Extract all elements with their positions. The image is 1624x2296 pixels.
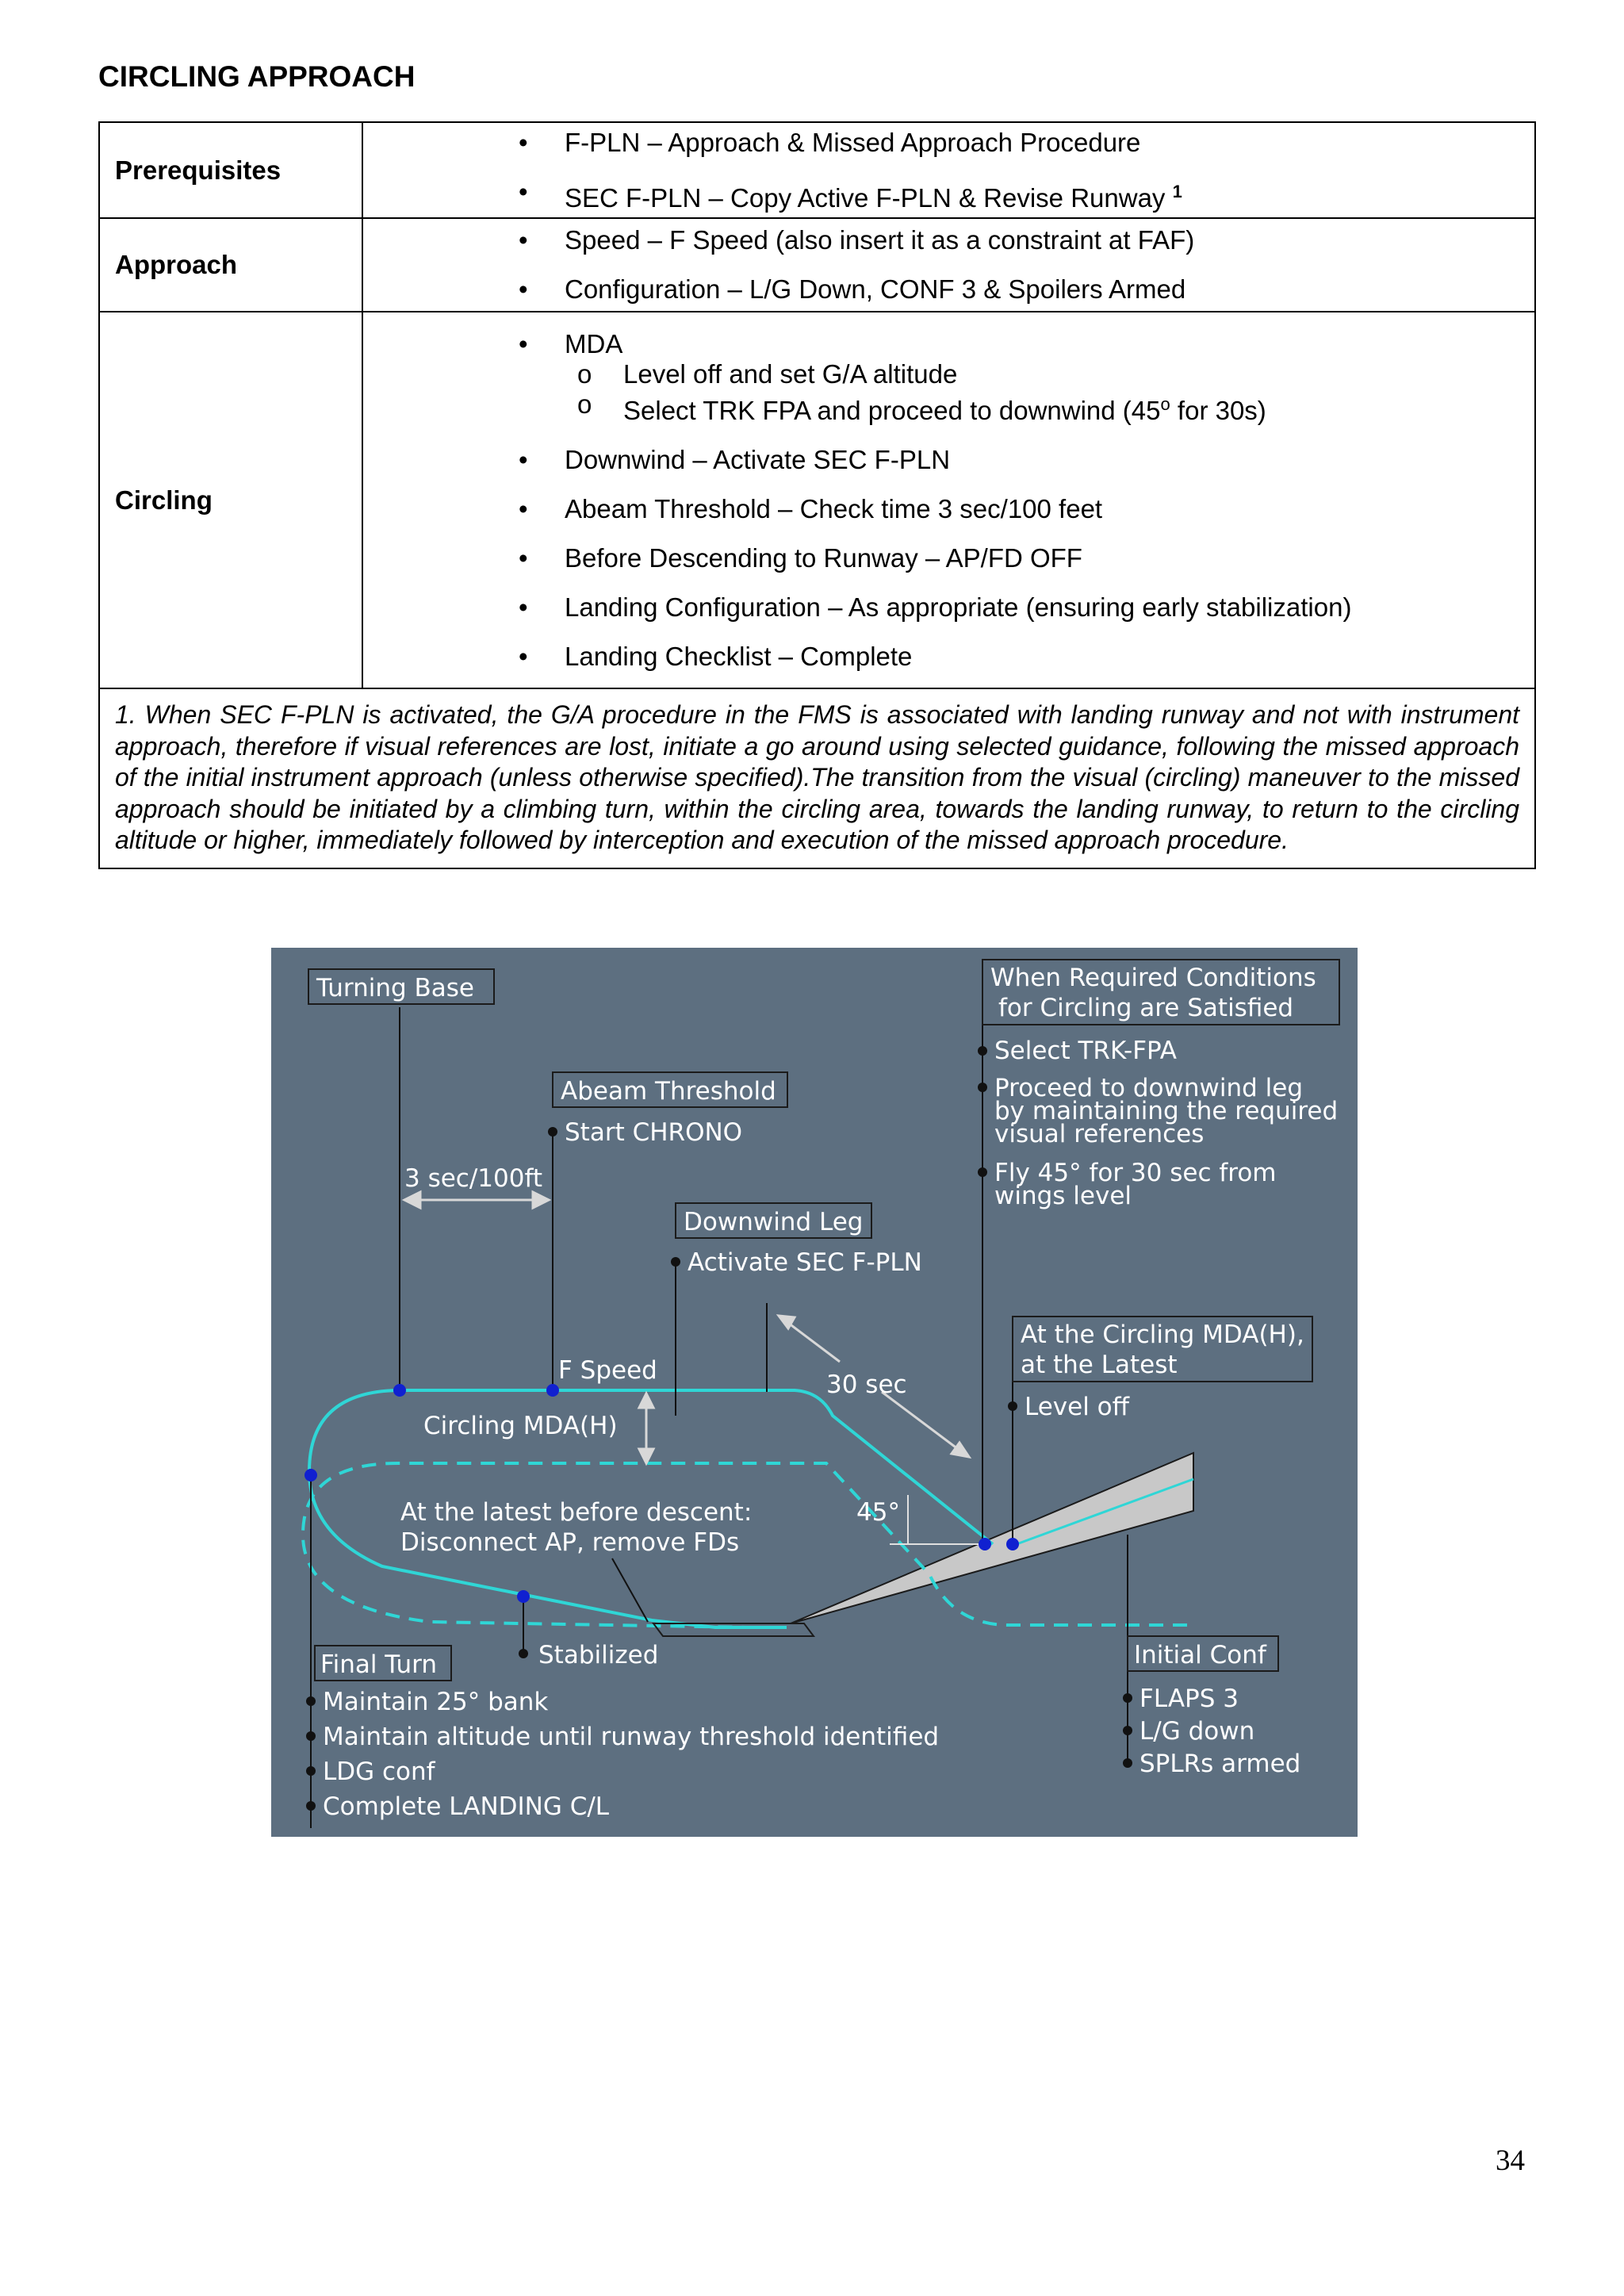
sub-list-item: o Level off and set G/A altitude	[623, 359, 1534, 389]
initial-item-1: FLAPS 3	[1139, 1685, 1239, 1713]
when-required-label-2: for Circling are Satisfied	[998, 994, 1294, 1022]
final-item-3: LDG conf	[323, 1757, 435, 1786]
row-label: Prerequisites	[99, 122, 362, 218]
stabilized-label: Stabilized	[538, 1641, 659, 1669]
final-turn-label: Final Turn	[320, 1650, 438, 1679]
proceed-label-3: visual references	[994, 1120, 1205, 1148]
sub-list-item: o Select TRK FPA and proceed to downwind (45$^o$ for 30s)	[623, 389, 1534, 426]
f-speed-label: F Speed	[558, 1356, 657, 1385]
list-item: • F-PLN – Approach & Missed Approach Procedure	[565, 128, 1534, 158]
table-row-approach	[99, 218, 1535, 312]
level-off-label: Level off	[1025, 1393, 1130, 1421]
list-item: • Landing Configuration – As appropriate (ensuring early stabilization)	[565, 592, 1534, 623]
row-label: Approach	[99, 218, 362, 312]
downwind-leg-label: Downwind Leg	[684, 1208, 864, 1236]
angle-label: 45°	[856, 1498, 900, 1527]
row-label: Circling	[99, 312, 362, 688]
start-chrono-label: Start CHRONO	[565, 1118, 743, 1147]
footnote-ref: 1	[1172, 181, 1182, 201]
circling-diagram	[271, 948, 1358, 1837]
fly-label-2: wings level	[994, 1182, 1132, 1210]
final-item-1: Maintain 25° bank	[323, 1688, 549, 1716]
table-row-prerequisites	[99, 122, 1535, 218]
list-item: • Before Descending to Runway – AP/FD OFF	[565, 543, 1534, 573]
page-title: CIRCLING APPROACH	[98, 60, 416, 93]
when-required-label-1: When Required Conditions	[990, 964, 1316, 992]
list-item: • SEC F-PLN – Copy Active F-PLN & Revise Runway $^1$	[565, 177, 1534, 213]
footnote-text: 1. When SEC F-PLN is activated, the G/A procedure in the FMS is associated with landing runway and not with instrument approach, therefore if visual references are lost, initiate a go around using selected guidance, following the missed approach of the initial instrument approach (unless otherwise specified).The transition from the visual (circling) maneuver to the missed approach should be initiated by a climbing turn, within the circling area, towards the landing runway, to return to the circling altitude or higher, immediately followed by interception and execution of the missed approach procedure.	[99, 688, 1535, 868]
list-item: • Speed – F Speed (also insert it as a constraint at FAF)	[565, 225, 1534, 255]
list-item: • Abeam Threshold – Check time 3 sec/100 feet	[565, 494, 1534, 524]
turning-base-label: Turning Base	[316, 974, 475, 1002]
at-latest-label-1: At the latest before descent:	[400, 1498, 753, 1527]
table-row-note	[99, 688, 1535, 868]
activate-sec-label: Activate SEC F-PLN	[688, 1248, 922, 1277]
final-item-4: Complete LANDING C/L	[323, 1792, 610, 1821]
procedure-table	[98, 121, 1536, 869]
page-number: 34	[1496, 2145, 1525, 2177]
at-circling-label-2: at the Latest	[1021, 1351, 1178, 1379]
final-item-2: Maintain altitude until runway threshold identified	[323, 1723, 940, 1751]
list-item: • Configuration – L/G Down, CONF 3 & Spoilers Armed	[565, 274, 1534, 305]
thirty-sec-label: 30 sec	[826, 1370, 907, 1399]
initial-conf-label: Initial Conf	[1134, 1641, 1266, 1669]
proceed-label-1: Proceed to downwind leg	[994, 1074, 1304, 1102]
proceed-label-2: by maintaining the required	[994, 1097, 1339, 1125]
list-item: • MDA o Level off and set G/A altitude o Select TRK FPA and proceed to downwind (45$^o$ for 30s)	[565, 329, 1534, 426]
at-latest-label-2: Disconnect AP, remove FDs	[400, 1528, 740, 1557]
list-item: • Downwind – Activate SEC F-PLN	[565, 445, 1534, 475]
initial-item-2: L/G down	[1139, 1717, 1255, 1746]
initial-item-3: SPLRs armed	[1139, 1750, 1301, 1778]
list-item: • Landing Checklist – Complete	[565, 642, 1534, 672]
at-circling-label-1: At the Circling MDA(H),	[1021, 1320, 1304, 1349]
select-trk-label: Select TRK-FPA	[994, 1037, 1177, 1065]
abeam-threshold-label: Abeam Threshold	[561, 1077, 776, 1106]
circling-mda-label: Circling MDA(H)	[423, 1412, 618, 1440]
timing-label: 3 sec/100ft	[404, 1164, 542, 1193]
table-row-circling	[99, 312, 1535, 688]
fly-label-1: Fly 45° for 30 sec from	[994, 1159, 1277, 1187]
